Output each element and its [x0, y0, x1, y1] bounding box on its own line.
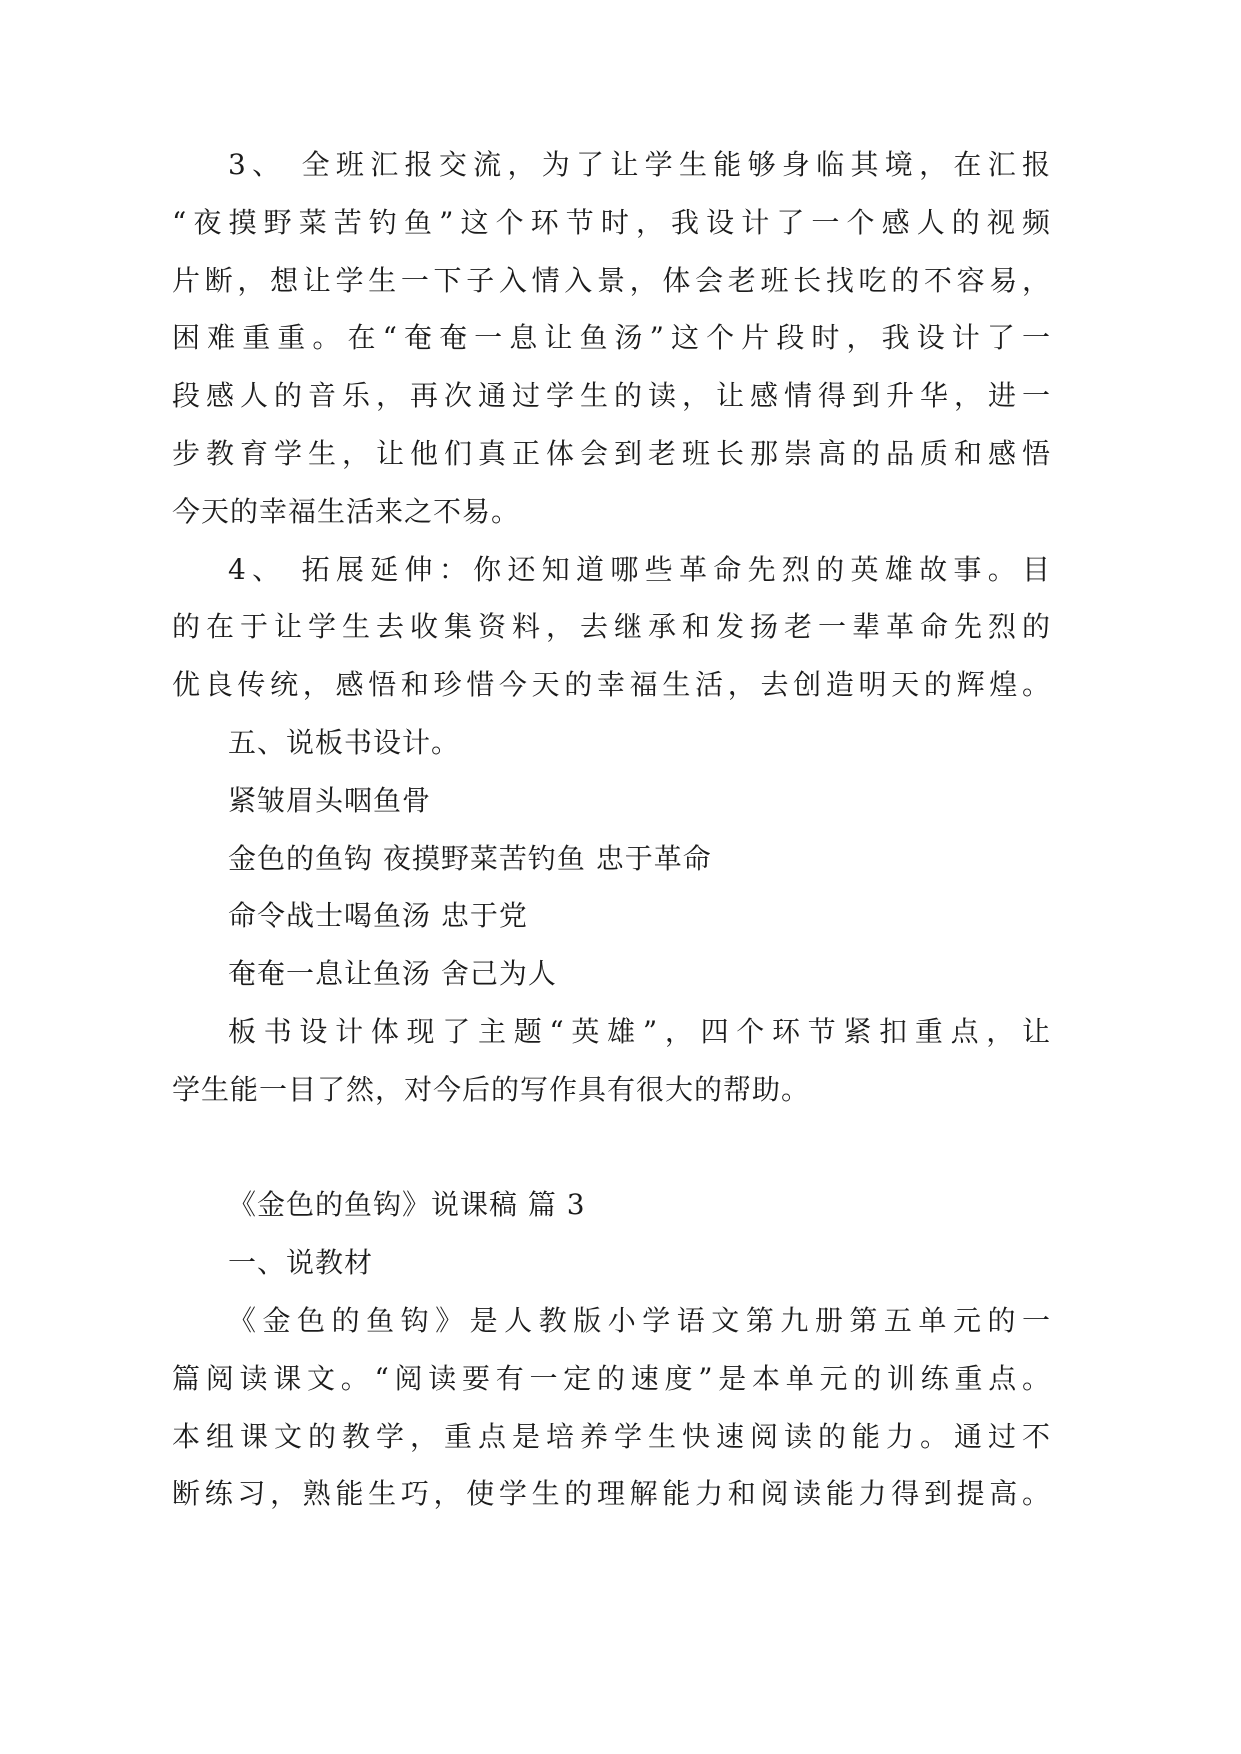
paragraph-line: 段感人的音乐，再次通过学生的读，让感情得到升华，进一 [172, 379, 1050, 413]
paragraph-line: 板书设计体现了主题“英雄”，四个环节紧扣重点，让 [228, 1014, 1050, 1048]
section-heading: 一、说教材 [228, 1246, 374, 1280]
paragraph-line: 步教育学生，让他们真正体会到老班长那崇高的品质和感悟 [172, 436, 1050, 470]
board-row: 金色的鱼钩 夜摸野菜苦钓鱼 忠于革命 [228, 841, 712, 875]
part-3-section [0, 1176, 1241, 1523]
board-design-section [0, 714, 1241, 1119]
paragraph-line: 《金色的鱼钩》是人教版小学语文第九册第五单元的一 [228, 1303, 1050, 1337]
item-3-paragraph [0, 136, 1241, 541]
board-row: 命令战士喝鱼汤 忠于党 [228, 899, 528, 933]
paragraph-line: 的在于让学生去收集资料，去继承和发扬老一辈革命先烈的 [172, 610, 1050, 644]
paragraph-line: 4、 拓展延伸：你还知道哪些革命先烈的英雄故事。目 [228, 552, 1050, 586]
paragraph-line: 优良传统，感悟和珍惜今天的幸福生活，去创造明天的辉煌。 [172, 668, 1050, 702]
paragraph-line: 篇阅读课文。“阅读要有一定的速度”是本单元的训练重点。 [172, 1361, 1050, 1395]
board-row: 奄奄一息让鱼汤 舍己为人 [228, 957, 557, 991]
paragraph-line: 3、 全班汇报交流，为了让学生能够身临其境，在汇报 [228, 148, 1050, 181]
blank-line [0, 1119, 1241, 1177]
item-4-paragraph [0, 541, 1241, 714]
paragraph-line: 学生能一目了然，对今后的写作具有很大的帮助。 [172, 1072, 811, 1106]
paragraph-line: 片断，想让学生一下子入情入景，体会老班长找吃的不容易， [172, 263, 1050, 297]
document-title: 《金色的鱼钩》说课稿 篇 3 [228, 1188, 586, 1222]
board-row: 紧皱眉头咽鱼骨 [228, 783, 432, 817]
paragraph-line: 困难重重。在“奄奄一息让鱼汤”这个片段时，我设计了一 [172, 321, 1050, 355]
paragraph-line: 本组课文的教学，重点是培养学生快速阅读的能力。通过不 [172, 1419, 1050, 1453]
paragraph-line: “夜摸野菜苦钓鱼”这个环节时，我设计了一个感人的视频 [172, 205, 1050, 239]
paragraph-line: 断练习，熟能生巧，使学生的理解能力和阅读能力得到提高。 [172, 1477, 1050, 1511]
document-body [0, 136, 1241, 1523]
paragraph-line: 今天的幸福生活来之不易。 [172, 494, 521, 528]
section-heading: 五、说板书设计。 [228, 725, 461, 759]
